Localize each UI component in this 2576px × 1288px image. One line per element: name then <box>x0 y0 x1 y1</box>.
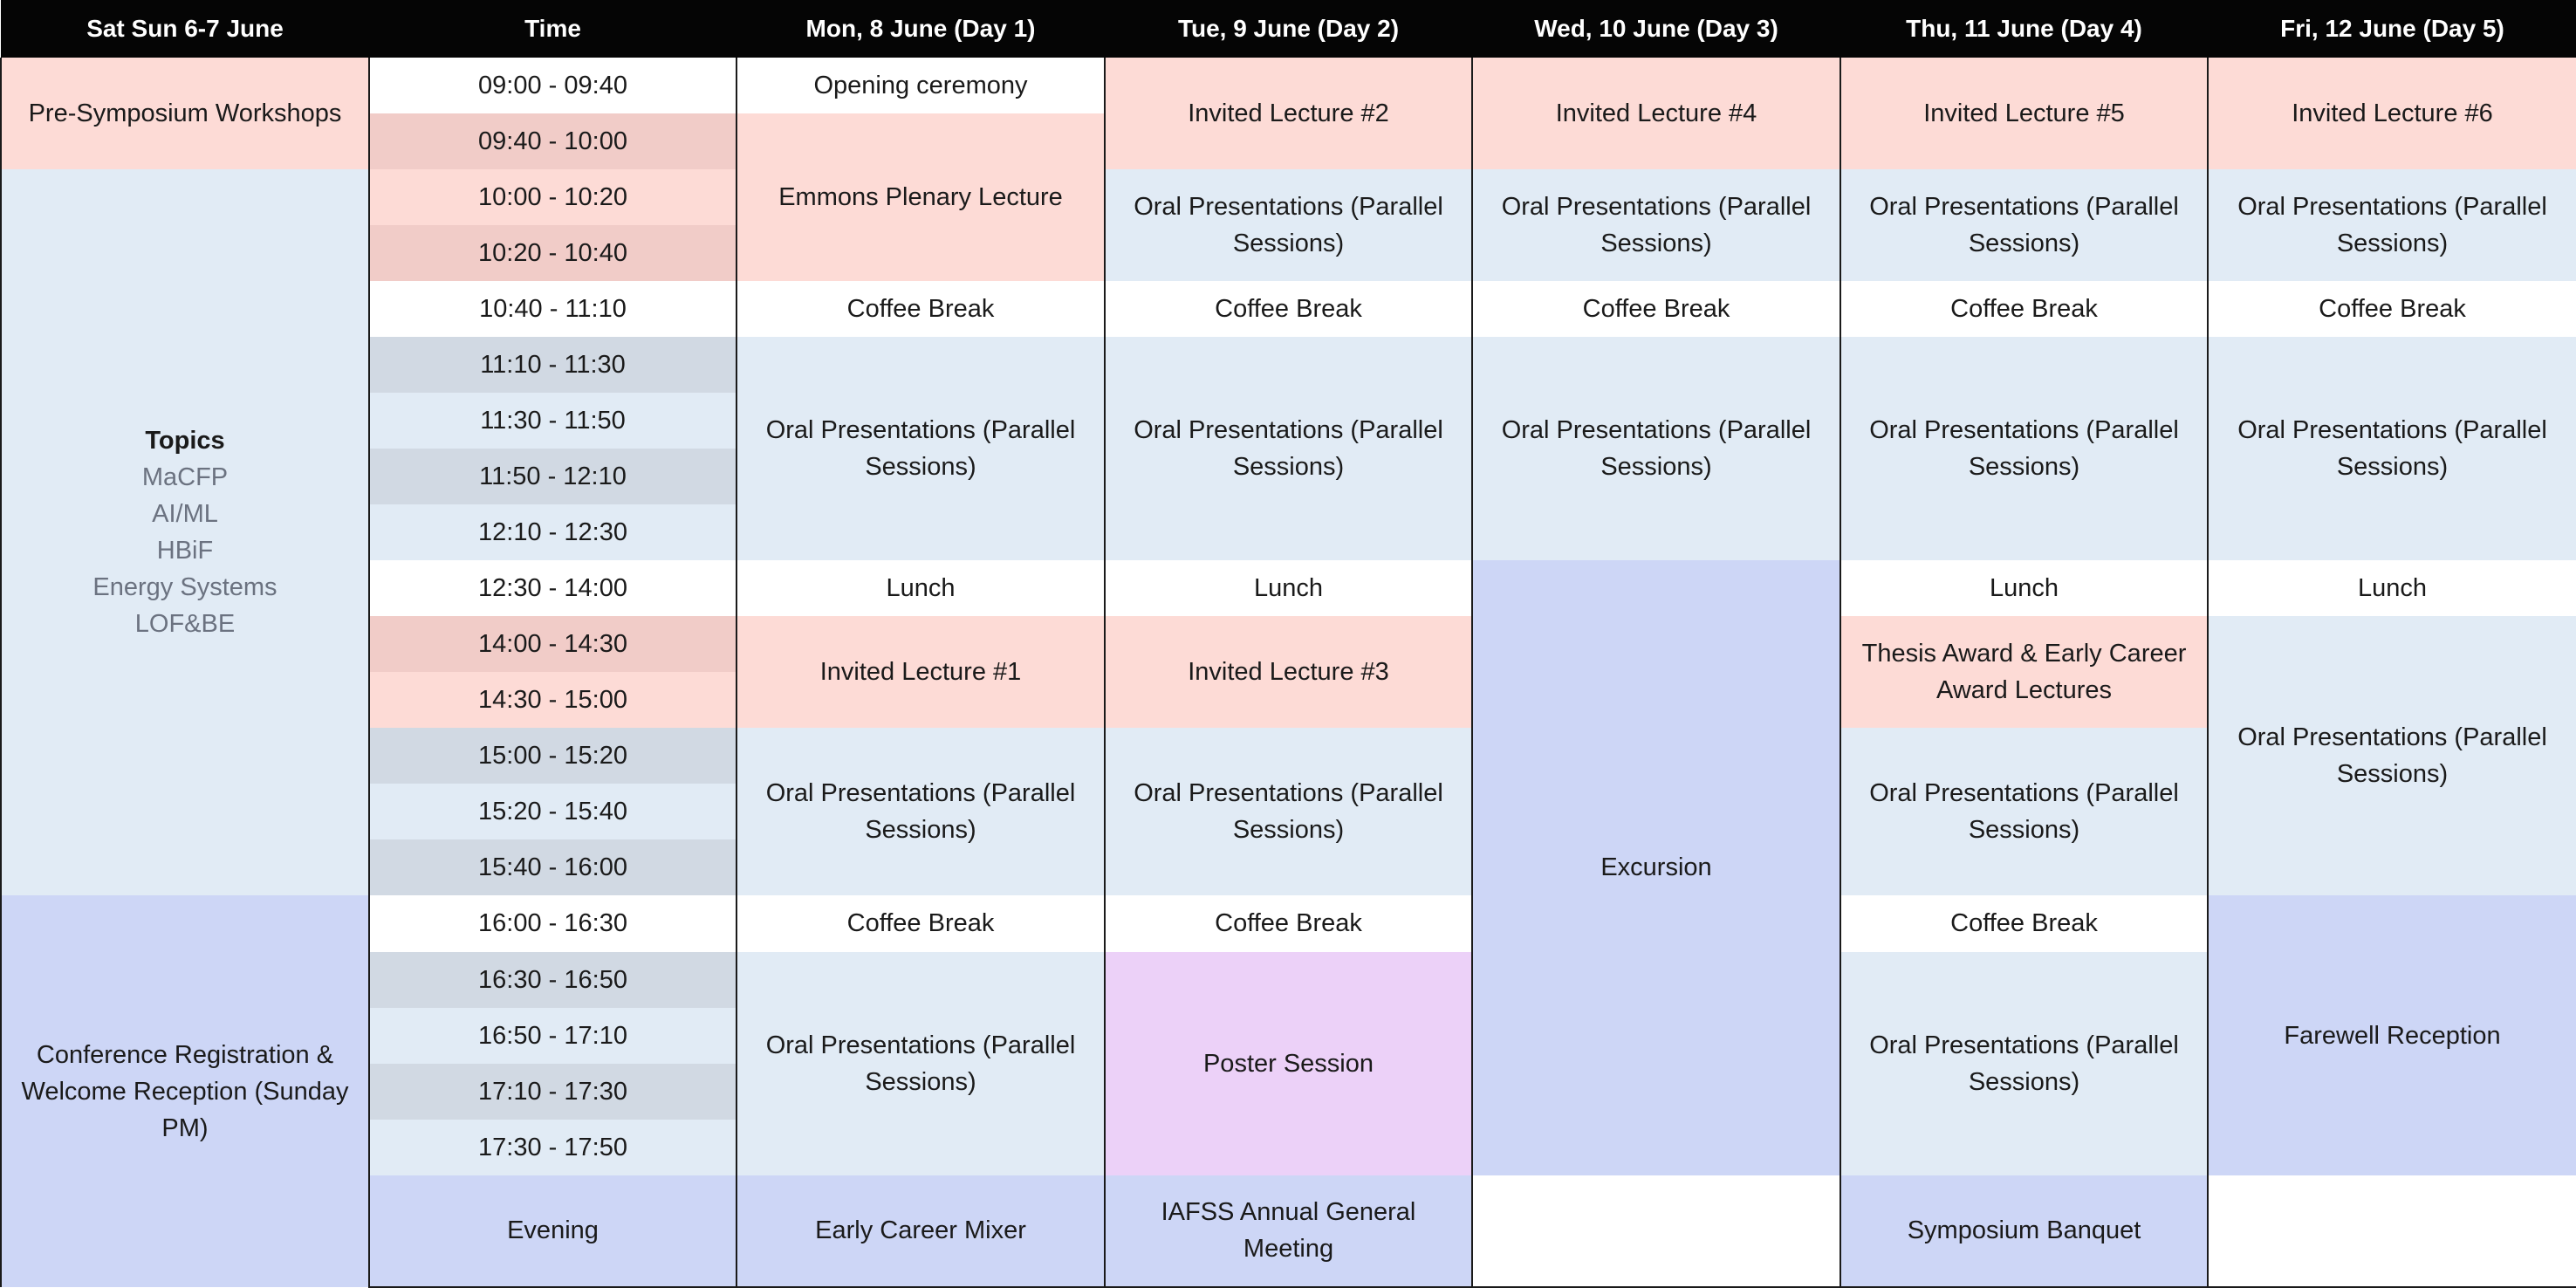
registration-reception-cell: Conference Registration & Welcome Reception (Sunday PM) <box>1 895 369 1287</box>
time-cell: 16:50 - 17:10 <box>369 1008 736 1064</box>
topics-title: Topics <box>145 427 225 456</box>
time-cell: 16:30 - 16:50 <box>369 952 736 1008</box>
header-weekend: Sat Sun 6-7 June <box>1 0 369 58</box>
time-cell: 15:00 - 15:20 <box>369 728 736 784</box>
table-row <box>1 169 2576 225</box>
opening-ceremony-cell: Opening ceremony <box>736 58 1105 113</box>
oral-presentations-cell: Oral Presentations (Parallel Sessions) <box>1840 337 2208 560</box>
time-cell: 11:10 - 11:30 <box>369 337 736 393</box>
poster-session-cell: Poster Session <box>1105 952 1472 1175</box>
excursion-cell: Excursion <box>1472 560 1840 1175</box>
header-tue: Tue, 9 June (Day 2) <box>1105 0 1472 58</box>
time-cell: 09:40 - 10:00 <box>369 113 736 169</box>
header-time: Time <box>369 0 736 58</box>
time-cell: 09:00 - 09:40 <box>369 58 736 113</box>
coffee-break-cell: Coffee Break <box>1105 281 1472 337</box>
lunch-cell: Lunch <box>736 560 1105 616</box>
plenary-lecture-cell: Emmons Plenary Lecture <box>736 113 1105 281</box>
time-cell: 16:00 - 16:30 <box>369 895 736 951</box>
time-cell: 11:30 - 11:50 <box>369 393 736 449</box>
coffee-break-cell: Coffee Break <box>1105 895 1472 951</box>
header-wed: Wed, 10 June (Day 3) <box>1472 0 1840 58</box>
oral-presentations-cell: Oral Presentations (Parallel Sessions) <box>1840 952 2208 1175</box>
topic-item: MaCFP <box>141 463 229 492</box>
time-cell: 10:00 - 10:20 <box>369 169 736 225</box>
oral-presentations-cell: Oral Presentations (Parallel Sessions) <box>1105 728 1472 895</box>
evening-label-cell: Evening <box>369 1175 736 1287</box>
invited-lecture-cell: Invited Lecture #5 <box>1840 58 2208 169</box>
invited-lecture-cell: Invited Lecture #2 <box>1105 58 1472 169</box>
empty-evening-cell <box>1472 1175 1840 1287</box>
oral-presentations-cell: Oral Presentations (Parallel Sessions) <box>1472 169 1840 281</box>
oral-presentations-cell: Oral Presentations (Parallel Sessions) <box>2208 169 2576 281</box>
time-cell: 10:20 - 10:40 <box>369 225 736 281</box>
oral-presentations-cell: Oral Presentations (Parallel Sessions) <box>1472 337 1840 560</box>
time-cell: 12:30 - 14:00 <box>369 560 736 616</box>
topic-item: HBiF <box>156 537 214 565</box>
table-row <box>1 58 2576 113</box>
oral-presentations-cell: Oral Presentations (Parallel Sessions) <box>1840 728 2208 895</box>
symposium-banquet-cell: Symposium Banquet <box>1840 1175 2208 1287</box>
topic-item: Energy Systems <box>92 573 277 602</box>
award-lectures-cell: Thesis Award & Early Career Award Lectures <box>1840 616 2208 728</box>
lunch-cell: Lunch <box>1840 560 2208 616</box>
farewell-reception-cell: Farewell Reception <box>2208 895 2576 1175</box>
oral-presentations-cell: Oral Presentations (Parallel Sessions) <box>1105 169 1472 281</box>
oral-presentations-cell: Oral Presentations (Parallel Sessions) <box>736 952 1105 1175</box>
coffee-break-cell: Coffee Break <box>736 895 1105 951</box>
coffee-break-cell: Coffee Break <box>736 281 1105 337</box>
table-row <box>1 1175 2576 1287</box>
oral-presentations-cell: Oral Presentations (Parallel Sessions) <box>1105 337 1472 560</box>
oral-presentations-cell: Oral Presentations (Parallel Sessions) <box>1840 169 2208 281</box>
oral-presentations-cell: Oral Presentations (Parallel Sessions) <box>2208 337 2576 560</box>
time-cell: 14:00 - 14:30 <box>369 616 736 672</box>
oral-presentations-cell: Oral Presentations (Parallel Sessions) <box>2208 616 2576 895</box>
empty-evening-cell <box>2208 1175 2576 1287</box>
table-row <box>1 895 2576 951</box>
table-row <box>1 952 2576 1008</box>
time-cell: 15:20 - 15:40 <box>369 784 736 839</box>
time-cell: 10:40 - 11:10 <box>369 281 736 337</box>
early-career-mixer-cell: Early Career Mixer <box>736 1175 1105 1287</box>
header-row <box>1 0 2576 58</box>
coffee-break-cell: Coffee Break <box>1840 281 2208 337</box>
table-row <box>1 337 2576 393</box>
invited-lecture-cell: Invited Lecture #6 <box>2208 58 2576 169</box>
coffee-break-cell: Coffee Break <box>2208 281 2576 337</box>
invited-lecture-cell: Invited Lecture #1 <box>736 616 1105 728</box>
coffee-break-cell: Coffee Break <box>1472 281 1840 337</box>
table-row <box>1 728 2576 784</box>
topics-cell <box>1 169 369 895</box>
table-row <box>1 281 2576 337</box>
topic-item: AI/ML <box>152 500 218 529</box>
time-cell: 17:30 - 17:50 <box>369 1120 736 1175</box>
invited-lecture-cell: Invited Lecture #4 <box>1472 58 1840 169</box>
coffee-break-cell: Coffee Break <box>1840 895 2208 951</box>
time-cell: 14:30 - 15:00 <box>369 672 736 728</box>
workshops-cell: Pre-Symposium Workshops <box>1 58 369 169</box>
time-cell: 12:10 - 12:30 <box>369 504 736 560</box>
header-mon: Mon, 8 June (Day 1) <box>736 0 1105 58</box>
header-fri: Fri, 12 June (Day 5) <box>2208 0 2576 58</box>
invited-lecture-cell: Invited Lecture #3 <box>1105 616 1472 728</box>
lunch-cell: Lunch <box>1105 560 1472 616</box>
header-thu: Thu, 11 June (Day 4) <box>1840 0 2208 58</box>
table-row <box>1 560 2576 616</box>
oral-presentations-cell: Oral Presentations (Parallel Sessions) <box>736 728 1105 895</box>
annual-general-meeting-cell: IAFSS Annual General Meeting <box>1105 1175 1472 1287</box>
time-cell: 11:50 - 12:10 <box>369 449 736 504</box>
oral-presentations-cell: Oral Presentations (Parallel Sessions) <box>736 337 1105 560</box>
time-cell: 15:40 - 16:00 <box>369 839 736 895</box>
time-cell: 17:10 - 17:30 <box>369 1064 736 1120</box>
table-row <box>1 616 2576 672</box>
lunch-cell: Lunch <box>2208 560 2576 616</box>
topic-item: LOF&BE <box>134 610 236 639</box>
